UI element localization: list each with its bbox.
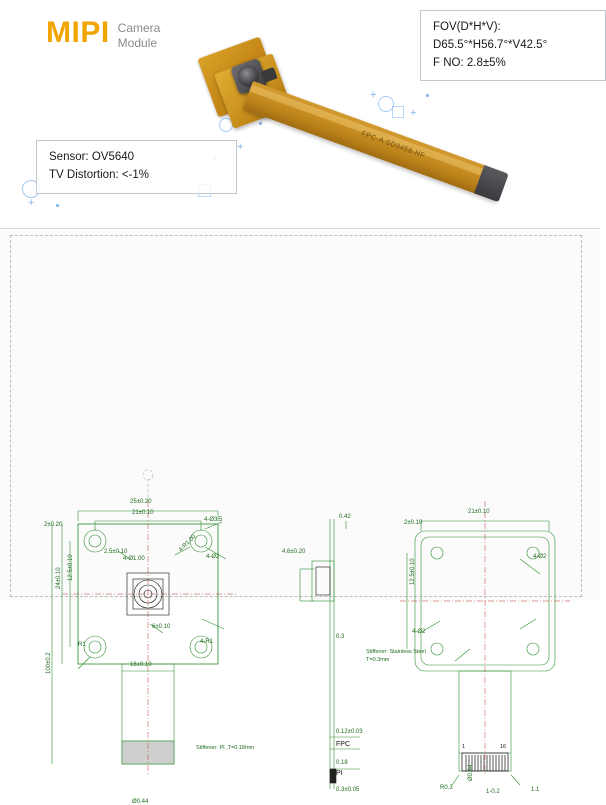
fov-line3: F NO: 2.8±5%: [433, 56, 506, 69]
dim-front-11: 6±0.10: [152, 624, 171, 630]
label-fpc: FPC: [336, 741, 350, 748]
dim-side-3: 0.12±0.03: [336, 729, 363, 735]
dim-front-13: 4-Ø1.00: [123, 556, 145, 562]
dim-front-9: 4-R1: [200, 639, 214, 645]
dim-back-dia: Ø0.44: [468, 764, 474, 781]
dim-front-bottom: Ø0.44: [132, 799, 149, 805]
flex-cable: [243, 81, 507, 202]
dim-side-0: 0.42: [339, 514, 351, 520]
pin-number-first: 1: [462, 744, 466, 750]
note-stiffener-steel-1: Stiffener: Stainless Steel: [366, 649, 426, 655]
pin-number-last: 16: [500, 744, 507, 750]
brand-subtitle-line1: Camera: [117, 21, 161, 35]
sensor-line1: Sensor: OV5640: [49, 151, 135, 163]
decorative-flare-left: + +: [370, 88, 440, 128]
dim-back-0: 21±0.10: [468, 509, 490, 515]
dim-side-1: 4.6±0.20: [282, 549, 306, 555]
dim-back-4: 4-Ø2: [412, 629, 426, 635]
dim-front-14: 4-R1.00: [178, 533, 198, 554]
dim-side-4: 0.18: [336, 760, 348, 766]
sensor-line2: TV Distortion: <-1%: [49, 168, 150, 181]
dim-front-2: 2±0.20: [44, 522, 63, 528]
dim-front-5: 12.5±0.10: [68, 554, 74, 581]
dim-front-10: R1: [78, 642, 86, 648]
dim-side-2: 0.3: [336, 634, 345, 640]
dim-back-r03: R0.3: [440, 785, 453, 791]
dim-front-6: 24±0.10: [56, 567, 62, 589]
dim-front-8: 100±0.2: [46, 652, 52, 674]
decorative-flare-mid: +: [215, 112, 275, 162]
fov-line2: D65.5°*H56.7°*V42.5°: [433, 38, 548, 51]
label-pi: PI: [336, 770, 343, 777]
dim-back-1: 2±0.10: [404, 520, 423, 526]
dim-front-0: 25±0.20: [130, 499, 152, 505]
cable-marking: FPC-A SD9458-HF: [360, 130, 426, 160]
dim-side-5: 0.3±0.05: [336, 787, 360, 793]
dim-back-11: 1.1: [531, 787, 540, 793]
callout-fov: [420, 10, 606, 81]
drawing-vector: [0, 229, 600, 601]
dim-front-4: 4-Ø2: [206, 554, 220, 560]
dim-front-7: 16±0.10: [130, 662, 152, 668]
brand-subtitle-line2: Module: [117, 36, 158, 50]
callout-sensor: [36, 140, 237, 194]
dim-front-12: 2.5±0.10: [104, 549, 128, 555]
dim-front-1: 21±0.10: [132, 510, 154, 516]
dim-back-tol: 1-0.2: [486, 789, 500, 795]
fov-line1: FOV(D*H*V):: [433, 21, 501, 33]
product-photo-area: [0, 0, 600, 228]
note-stiffener-steel-2: T=0.3mm: [366, 657, 390, 663]
brand-title: MIPI: [46, 16, 110, 49]
dim-back-2: 4-Ø2: [533, 554, 547, 560]
decorative-flare-right: +: [16, 150, 231, 210]
brand-subtitle: [118, 18, 161, 51]
title-block: [46, 18, 160, 51]
dim-front-3: 4-Ø3.5: [204, 517, 223, 523]
technical-drawing-area: [0, 228, 600, 805]
dim-back-3: 12.5±0.10: [410, 558, 416, 585]
cable-sheen: [249, 85, 505, 184]
note-stiffener-pi: Stiffener: PI ,T=0.18mm: [196, 745, 255, 751]
